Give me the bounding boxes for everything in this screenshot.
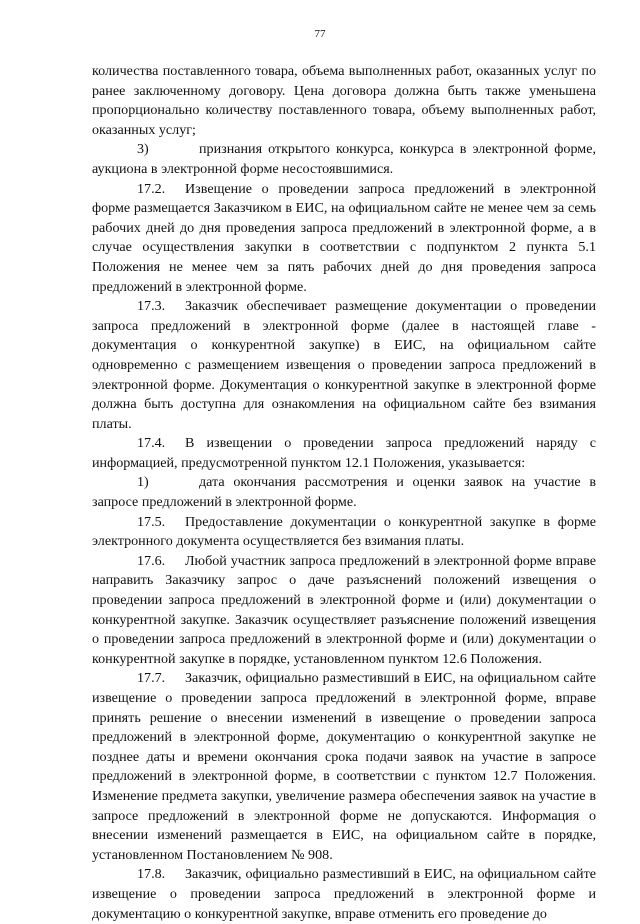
paragraph-17-3 (92, 297, 596, 434)
clause-number: 17.5. (137, 513, 166, 530)
clause-number: 17.6. (137, 552, 166, 569)
paragraph-text: количества поставленного товара, объема выполненных работ, оказанных услуг по ранее заключенному договору. Цена договора должна быть также уменьшена пропорционально количеству поставленного товара, объему выполненных работ, оказанных услуг; (92, 63, 596, 138)
page-number: 77 (314, 28, 326, 40)
paragraph-continuation (92, 62, 596, 140)
paragraph-text: признания открытого конкурса, конкурса в электронной форме, аукциона в электронной форме несостоявшимися. (92, 141, 596, 177)
clause-number: 17.7. (137, 670, 166, 687)
paragraph-text: Любой участник запроса предложений в электронной форме вправе направить Заказчику запрос о даче разъяснений положений извещения о проведении запроса предложений в электронной форме и (или) документации о конкурентной закупке. Заказчик осуществляет разъяснение положений извещения о проведении запроса предложений в электронной форме и (или) документации о конкурентной закупке в порядке, установленном пунктом 12.6 Положения. (92, 552, 596, 667)
paragraph-17-7 (92, 669, 596, 865)
paragraph-text: Извещение о проведении запроса предложений в электронной форме размещается Заказчиком в ЕИС, на официальном сайте не менее чем за семь рабочих дней до дня проведения запроса предложений в электронной форме, а в случае осуществления закупки в соответствии с подпунктом 2 пункта 5.1 Положения не менее чем за пять рабочих дней до дня проведения запроса предложений в электронной форме. (92, 180, 596, 295)
paragraph-17-8 (92, 865, 596, 924)
paragraph-17-5 (92, 513, 596, 552)
paragraph-text: Заказчик обеспечивает размещение документации о проведении запроса предложений в электронной форме (далее в настоящей главе - документация о конкурентной закупке) в ЕИС, на официальном сайте одновременно с размещением извещения о проведении запроса предложений в электронной форме. Документация о конкурентной закупке в электронной форме должна быть доступна для ознакомления на официальном сайте без взимания платы. (92, 298, 596, 432)
clause-number: 17.4. (137, 435, 166, 452)
item-number: 3) (137, 141, 149, 158)
paragraph-text: Заказчик, официально разместивший в ЕИС, на официальном сайте извещение о проведении запроса предложений в электронной форме, вправе принять решение о внесении изменений в извещение о проведении запроса предложений в электронной форме, документацию о конкурентной закупке не позднее даты и времени окончания срока подачи заявок на участие в запросе предложений в электронной форме, в соответствии с пунктом 12.7 Положения. Изменение предмета закупки, увеличение размера обеспечения заявок на участие в запросе предложений в электронной форме не допускаются. Информация о внесении изменений размещается в ЕИС, на официальном сайте в порядке, установленном Постановлением № 908. (92, 670, 596, 863)
paragraph-item-3 (92, 140, 596, 179)
paragraph-17-4 (92, 434, 596, 473)
paragraph-text: Предоставление документации о конкурентной закупке в форме электронного документа осуществляется без взимания платы. (92, 513, 596, 550)
paragraph-text: Заказчик, официально разместивший в ЕИС, на официальном сайте извещение о проведении запроса предложений в электронной форме и документацию о конкурентной закупке, вправе отменить его проведение до (92, 866, 596, 922)
item-number: 1) (137, 474, 149, 491)
clause-number: 17.3. (137, 298, 166, 315)
paragraph-item-1 (92, 473, 596, 512)
paragraph-17-2 (92, 180, 596, 298)
paragraph-text: дата окончания рассмотрения и оценки заявок на участие в запросе предложений в электронной форме. (92, 474, 596, 511)
document-body (92, 62, 596, 924)
paragraph-17-6 (92, 552, 596, 670)
clause-number: 17.8. (137, 866, 166, 883)
clause-number: 17.2. (137, 180, 166, 197)
paragraph-text: В извещении о проведении запроса предложений наряду с информацией, предусмотренной пунктом 12.1 Положения, указывается: (92, 435, 596, 471)
